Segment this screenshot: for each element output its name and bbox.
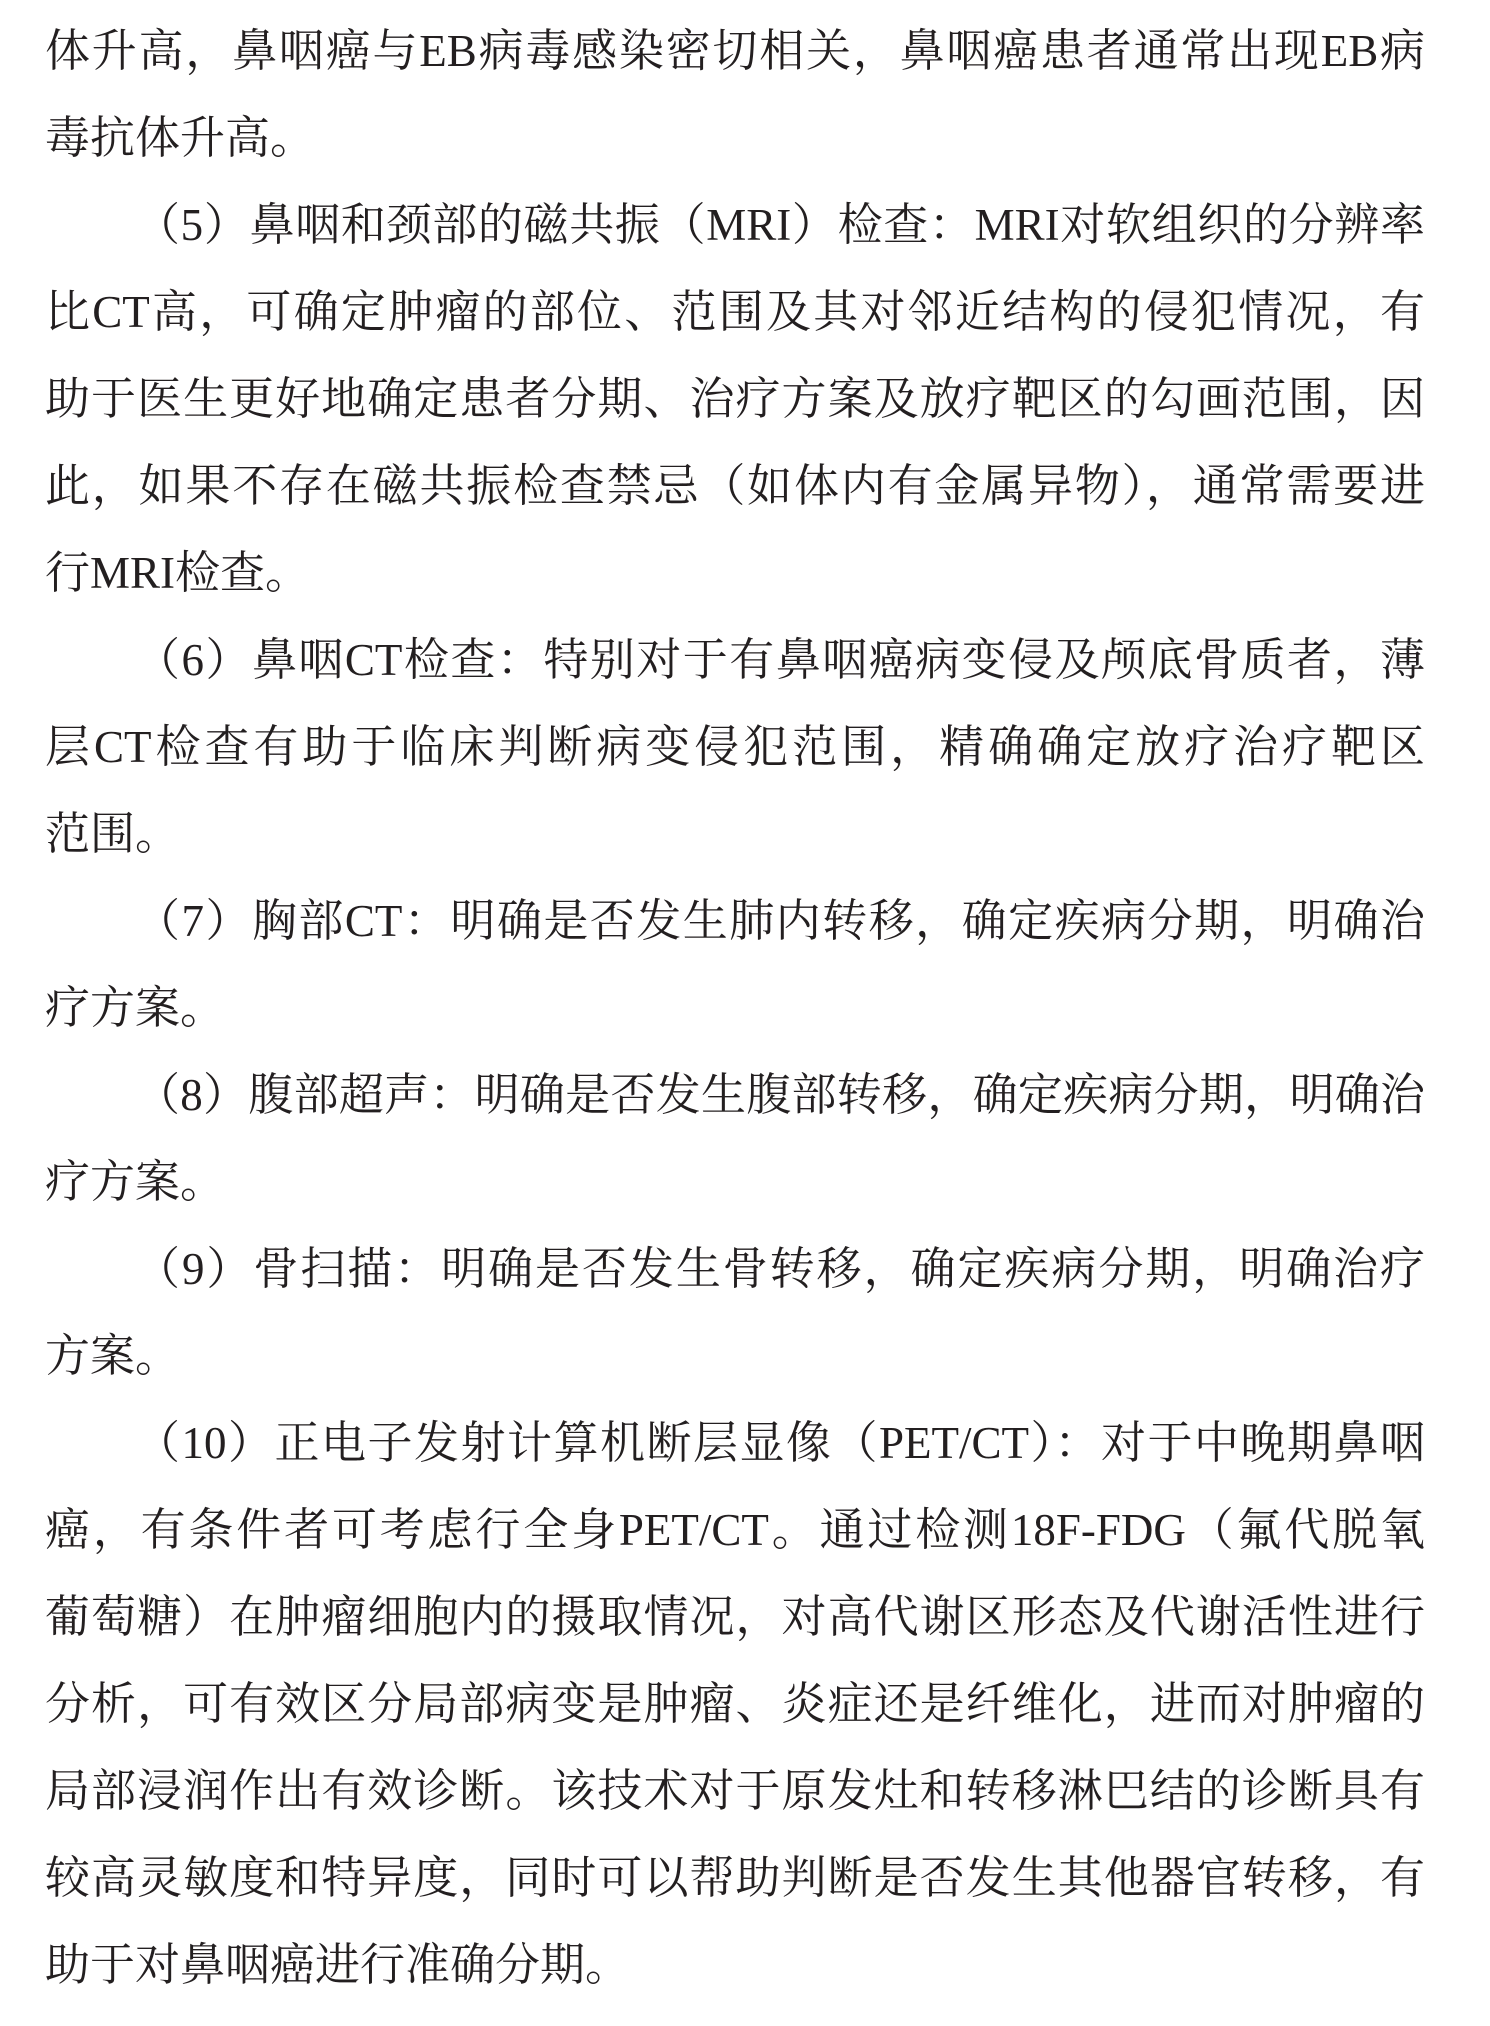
text-line: （8）腹部超声：明确是否发生腹部转移，确定疾病分期，明确治	[135, 1070, 1425, 1120]
text-line: 分析，可有效区分局部病变是肿瘤、炎症还是纤维化，进而对肿瘤的	[45, 1679, 1425, 1729]
document-page	[45, 8, 1425, 2009]
text-line: 层CT检查有助于临床判断病变侵犯范围，精确确定放疗治疗靶区	[45, 722, 1425, 772]
text-line: 方案。	[45, 1331, 181, 1381]
text-line: 范围。	[45, 809, 181, 859]
text-line: 助于医生更好地确定患者分期、治疗方案及放疗靶区的勾画范围，因	[45, 374, 1425, 424]
text-line: 疗方案。	[45, 1157, 226, 1207]
text-line: 癌，有条件者可考虑行全身PET/CT。通过检测18F-FDG（氟代脱氧	[45, 1505, 1425, 1555]
text-line: 葡萄糖）在肿瘤细胞内的摄取情况，对高代谢区形态及代谢活性进行	[45, 1592, 1425, 1642]
text-line: （5）鼻咽和颈部的磁共振（MRI）检查：MRI对软组织的分辨率	[135, 200, 1425, 250]
text-line: 比CT高，可确定肿瘤的部位、范围及其对邻近结构的侵犯情况，有	[45, 287, 1425, 337]
text-line: 助于对鼻咽癌进行准确分期。	[45, 1940, 631, 1990]
paragraph-continuation	[45, 8, 1425, 182]
paragraph-item-8-ultrasound	[45, 1052, 1425, 1226]
text-line: 疗方案。	[45, 983, 226, 1033]
paragraph-item-5-mri	[45, 182, 1425, 617]
paragraph-item-9-bone-scan	[45, 1226, 1425, 1400]
text-line: （7）胸部CT：明确是否发生肺内转移，确定疾病分期，明确治	[135, 896, 1425, 946]
text-line: （10）正电子发射计算机断层显像（PET/CT）：对于中晚期鼻咽	[135, 1418, 1425, 1468]
text-line: 体升高，鼻咽癌与EB病毒感染密切相关，鼻咽癌患者通常出现EB病	[45, 26, 1425, 76]
paragraph-item-7-chest-ct	[45, 878, 1425, 1052]
text-line: 此，如果不存在磁共振检查禁忌（如体内有金属异物），通常需要进	[45, 461, 1425, 511]
text-line: 行MRI检查。	[45, 548, 311, 598]
text-line: （9）骨扫描：明确是否发生骨转移，确定疾病分期，明确治疗	[135, 1244, 1425, 1294]
text-line: 毒抗体升高。	[45, 113, 316, 163]
text-line: （6）鼻咽CT检查：特别对于有鼻咽癌病变侵及颅底骨质者，薄	[135, 635, 1425, 685]
paragraph-item-6-ct	[45, 617, 1425, 878]
text-line: 较高灵敏度和特异度，同时可以帮助判断是否发生其他器官转移，有	[45, 1853, 1425, 1903]
text-line: 局部浸润作出有效诊断。该技术对于原发灶和转移淋巴结的诊断具有	[45, 1766, 1425, 1816]
paragraph-item-10-pet-ct	[45, 1400, 1425, 2009]
